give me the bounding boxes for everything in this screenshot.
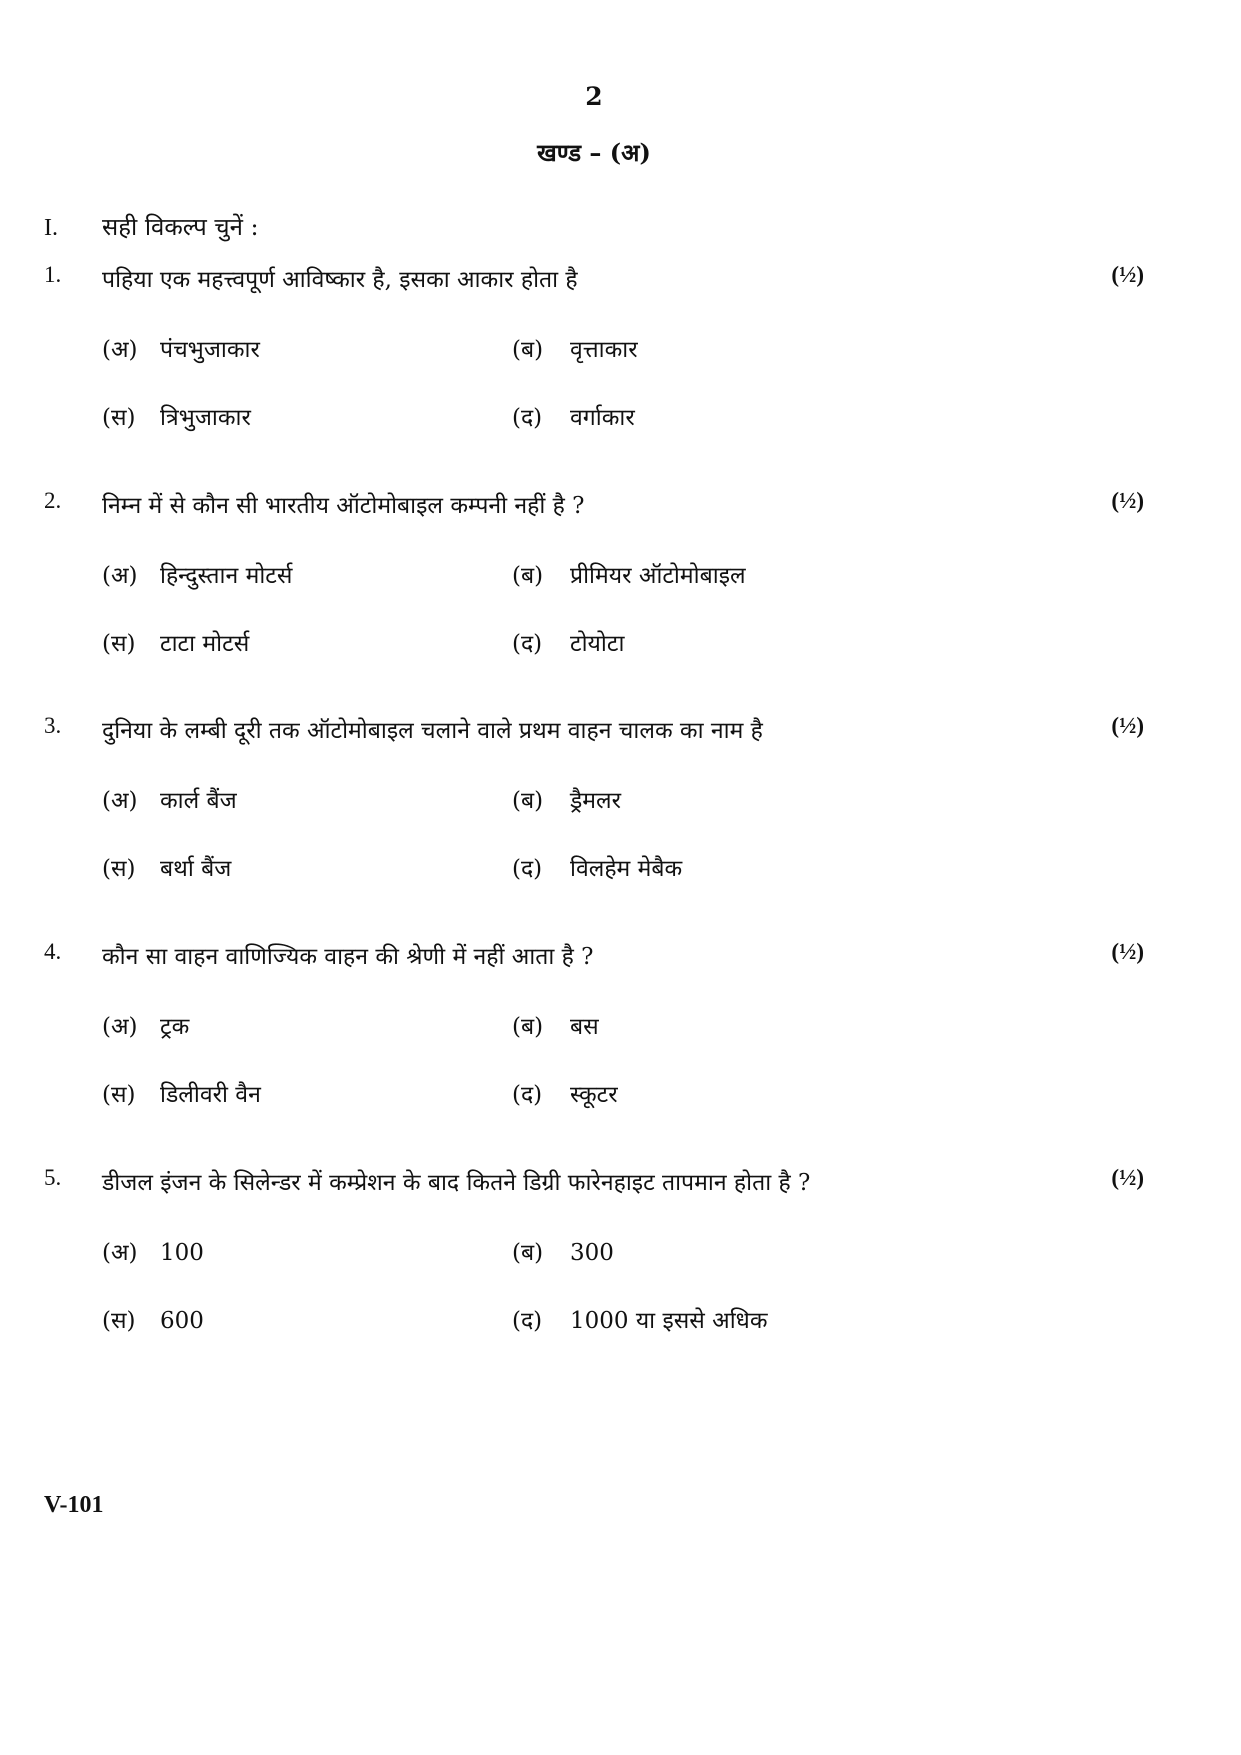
option-d [512,1077,618,1109]
question-4 [44,939,1144,1113]
option-d [512,851,682,883]
question-number: 5. [44,1165,62,1190]
option-letter: (द) [512,631,543,657]
question-number: 3. [44,713,62,738]
option-text: त्रिभुजाकार [160,405,251,431]
option-text: 300 [570,1240,614,1266]
option-text: 100 [160,1240,204,1266]
option-letter: (स) [102,1082,136,1108]
option-letter: (अ) [102,1014,138,1040]
option-row [44,1077,1144,1113]
question-number: 4. [44,939,62,964]
option-b [512,783,621,815]
option-text: 600 [160,1308,204,1334]
option-letter: (अ) [102,337,138,363]
option-text: विलहेम मेबैक [570,856,683,882]
option-letter: (द) [512,1082,543,1108]
option-row [44,332,1144,368]
option-text: बस [570,1014,599,1040]
option-letter: (ब) [512,1240,544,1266]
option-text: स्कूटर [570,1082,618,1108]
question-marks: (½) [1111,262,1144,287]
option-text: हिन्दुस्तान मोटर्स [160,563,293,589]
option-b [512,1235,614,1267]
option-a [102,332,260,364]
option-d [512,1303,768,1335]
question-marks: (½) [1111,1165,1144,1190]
option-letter: (स) [102,856,136,882]
option-text: टाटा मोटर्स [160,631,250,657]
option-letter: (द) [512,1308,543,1334]
option-c [102,626,249,658]
option-row [44,558,1144,594]
option-c [102,851,231,883]
option-letter: (स) [102,631,136,657]
option-c [102,1077,261,1109]
option-a [102,783,237,815]
question-text: दुनिया के लम्बी दूरी तक ऑटोमोबाइल चलाने वाले प्रथम वाहन चालक का नाम है [102,718,763,744]
option-a [102,558,292,590]
option-b [512,558,746,590]
question-marks: (½) [1111,713,1144,738]
option-row [44,626,1144,662]
instruction-numeral: I. [44,215,58,241]
option-c [102,1303,204,1335]
option-letter: (ब) [512,337,544,363]
option-row [44,1009,1144,1045]
question-marks: (½) [1111,488,1144,513]
option-letter: (द) [512,405,543,431]
question-text: कौन सा वाहन वाणिज्यिक वाहन की श्रेणी में नहीं आता है ? [102,944,594,970]
option-d [512,400,635,432]
question-text: पहिया एक महत्त्वपूर्ण आविष्कार है, इसका आकार होता है [102,267,578,293]
option-text: 1000 या इससे अधिक [570,1308,768,1334]
question-line [44,1165,1144,1201]
option-text: ड्रैमलर [570,788,622,814]
question-line [44,713,1144,749]
option-letter: (स) [102,405,136,431]
paper-code: V-101 [44,1492,104,1518]
option-text: पंचभुजाकार [160,337,260,363]
question-3 [44,713,1144,887]
option-row [44,400,1144,436]
option-letter: (अ) [102,563,138,589]
question-marks: (½) [1111,939,1144,964]
option-letter: (ब) [512,563,544,589]
question-number: 2. [44,488,62,513]
option-row [44,1235,1144,1271]
instruction-text: सही विकल्प चुनें : [102,213,259,241]
option-text: ट्रक [160,1014,190,1040]
question-number: 1. [44,262,62,287]
option-letter: (द) [512,856,543,882]
question-5 [44,1165,1144,1339]
option-letter: (अ) [102,1240,138,1266]
option-row [44,1303,1144,1339]
option-c [102,400,251,432]
page-number: 2 [585,82,603,111]
option-row [44,783,1144,819]
option-d [512,626,624,658]
question-text: डीजल इंजन के सिलेन्डर में कम्प्रेशन के बाद कितने डिग्री फारेनहाइट तापमान होता है ? [102,1170,811,1196]
option-text: वृत्ताकार [570,337,638,363]
option-b [512,1009,599,1041]
option-text: बर्था बैंज [160,856,232,882]
section-title: खण्ड – (अ) [537,138,651,167]
option-letter: (अ) [102,788,138,814]
option-text: वर्गाकार [570,405,635,431]
instruction [44,210,259,243]
option-b [512,332,638,364]
option-letter: (ब) [512,788,544,814]
option-text: डिलीवरी वैन [160,1082,261,1108]
option-text: कार्ल बैंज [160,788,237,814]
option-row [44,851,1144,887]
question-2 [44,488,1144,662]
option-text: प्रीमियर ऑटोमोबाइल [570,563,746,589]
question-text: निम्न में से कौन सी भारतीय ऑटोमोबाइल कम्पनी नहीं है ? [102,493,585,519]
option-letter: (स) [102,1308,136,1334]
question-1 [44,262,1144,436]
question-line [44,488,1144,524]
question-line [44,262,1144,298]
option-letter: (ब) [512,1014,544,1040]
question-line [44,939,1144,975]
option-a [102,1009,189,1041]
option-a [102,1235,204,1267]
option-text: टोयोटा [570,631,625,657]
